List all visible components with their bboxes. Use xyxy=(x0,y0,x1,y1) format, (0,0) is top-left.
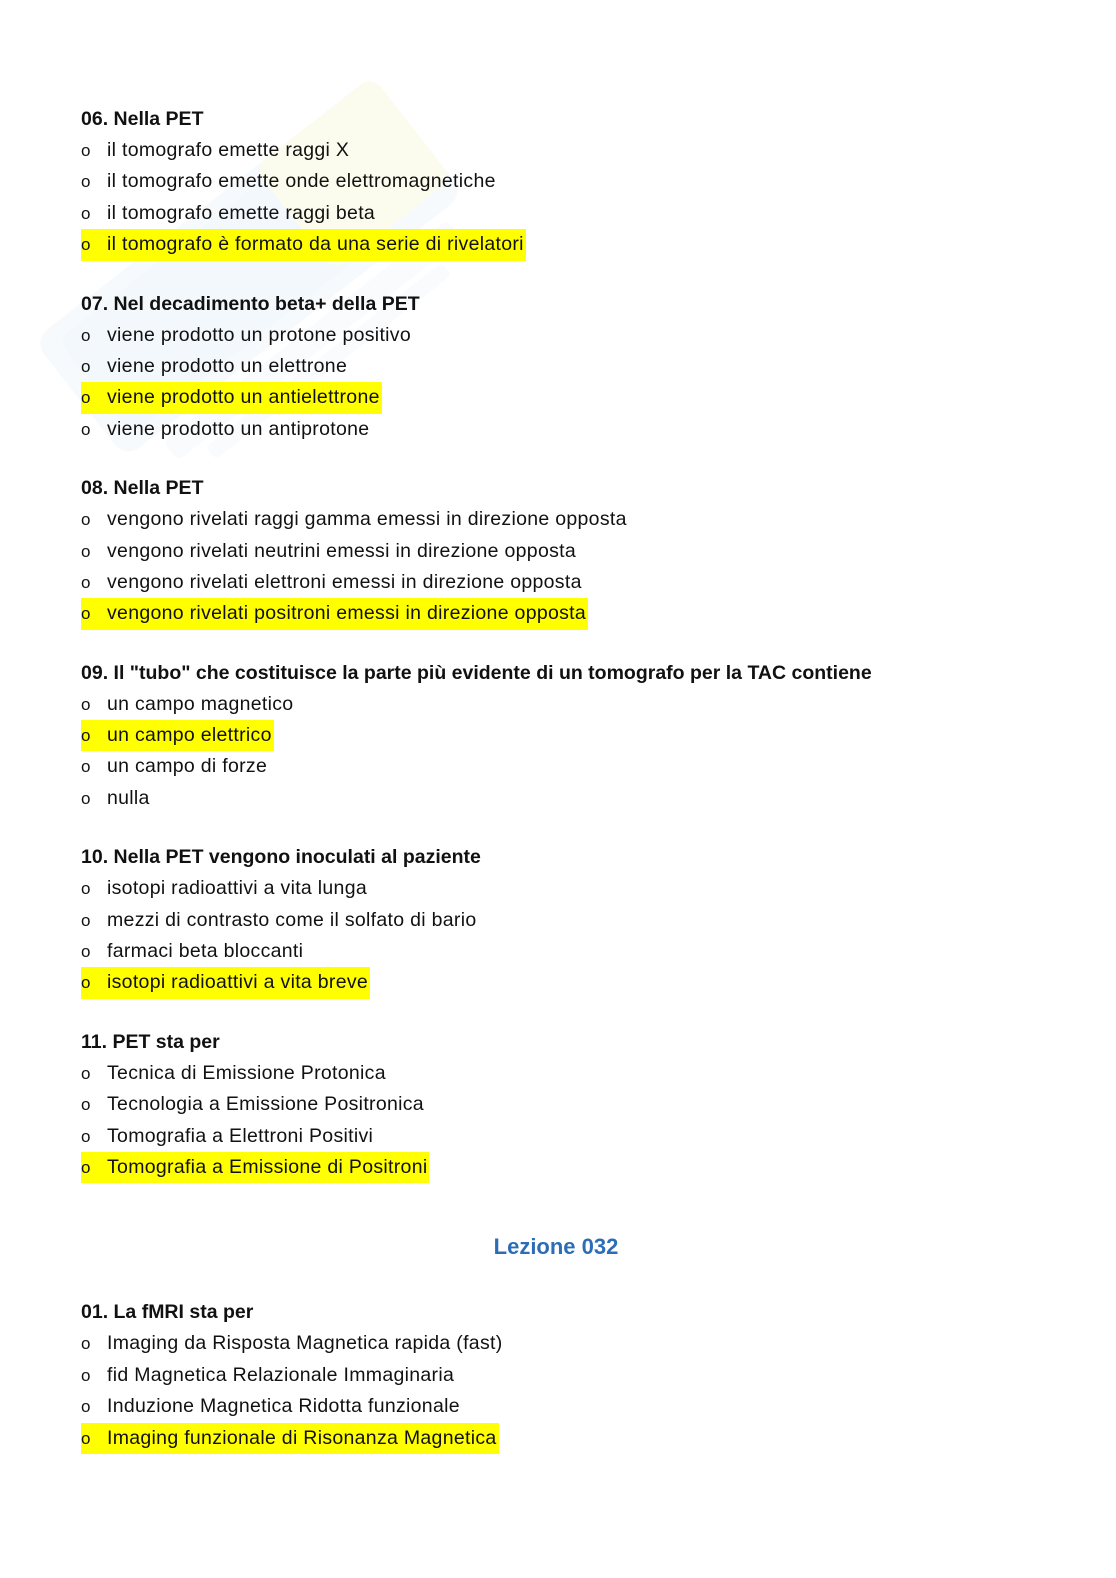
question xyxy=(81,104,1041,261)
bullet-icon: o xyxy=(81,910,91,930)
bullet-icon: o xyxy=(81,1126,91,1146)
bullet-icon: o xyxy=(81,757,91,777)
option-text: farmaci beta bloccanti xyxy=(107,940,304,963)
question-list-b xyxy=(81,1297,1041,1454)
option-highlight xyxy=(81,1328,505,1359)
option-highlight xyxy=(81,1423,499,1454)
option-highlight xyxy=(81,720,274,751)
option-highlight xyxy=(81,229,526,260)
option-text: isotopi radioattivi a vita breve xyxy=(107,971,369,994)
question xyxy=(81,842,1041,999)
bullet-icon: o xyxy=(81,1063,91,1083)
option-highlight xyxy=(81,320,413,351)
option-text: viene prodotto un elettrone xyxy=(107,354,348,377)
section-title: Lezione 032 xyxy=(493,1234,619,1260)
answer-option xyxy=(81,751,1041,782)
option-highlight xyxy=(81,1391,462,1422)
answer-option xyxy=(81,936,1041,967)
bullet-icon: o xyxy=(81,572,91,592)
bullet-icon: o xyxy=(81,419,91,439)
answer-option-correct xyxy=(81,720,1041,751)
bullet-icon: o xyxy=(81,1428,91,1448)
answer-option xyxy=(81,1121,1041,1152)
bullet-icon: o xyxy=(81,1095,91,1115)
answer-option-correct xyxy=(81,229,1041,260)
question-list-a xyxy=(81,104,1041,1183)
option-highlight xyxy=(81,905,478,936)
option-text: Tecnologia a Emissione Positronica xyxy=(107,1093,424,1116)
answer-option-correct xyxy=(81,967,1041,998)
option-text: Imaging da Risposta Magnetica rapida (fast) xyxy=(107,1332,503,1355)
answer-option xyxy=(81,198,1041,229)
option-highlight xyxy=(81,873,369,904)
option-text: un campo elettrico xyxy=(107,724,272,747)
answer-option xyxy=(81,1360,1041,1391)
question-title: 07. Nel decadimento beta+ della PET xyxy=(81,292,420,315)
option-text: vengono rivelati positroni emessi in direzione opposta xyxy=(107,602,587,625)
answer-option-correct xyxy=(81,382,1041,413)
option-highlight xyxy=(81,1152,429,1183)
bullet-icon: o xyxy=(81,235,91,255)
option-highlight xyxy=(81,598,588,629)
bullet-icon: o xyxy=(81,788,91,808)
bullet-icon: o xyxy=(81,1334,91,1354)
question-title: 11. PET sta per xyxy=(81,1030,220,1053)
option-highlight xyxy=(81,936,305,967)
answer-option xyxy=(81,504,1041,535)
question xyxy=(81,473,1041,630)
option-highlight xyxy=(81,536,578,567)
option-highlight xyxy=(81,783,152,814)
answer-option xyxy=(81,320,1041,351)
question xyxy=(81,1297,1041,1454)
option-highlight xyxy=(81,1058,388,1089)
question xyxy=(81,1027,1041,1184)
option-text: viene prodotto un protone positivo xyxy=(107,323,411,346)
bullet-icon: o xyxy=(81,172,91,192)
option-highlight xyxy=(81,135,351,166)
option-highlight xyxy=(81,198,377,229)
option-text: un campo di forze xyxy=(107,755,268,778)
option-highlight xyxy=(81,1089,426,1120)
bullet-icon: o xyxy=(81,1397,91,1417)
option-highlight xyxy=(81,967,370,998)
option-text: il tomografo emette raggi beta xyxy=(107,201,376,224)
answer-option xyxy=(81,689,1041,720)
option-text: il tomografo emette onde elettromagnetiche xyxy=(107,170,496,193)
option-text: vengono rivelati elettroni emessi in direzione opposta xyxy=(107,570,582,593)
bullet-icon: o xyxy=(81,325,91,345)
answer-option xyxy=(81,414,1041,445)
bullet-icon: o xyxy=(81,879,91,899)
option-text: Imaging funzionale di Risonanza Magnetica xyxy=(107,1426,497,1449)
option-text: Tomografia a Elettroni Positivi xyxy=(107,1124,374,1147)
answer-option xyxy=(81,567,1041,598)
option-highlight xyxy=(81,567,584,598)
option-text: viene prodotto un antiprotone xyxy=(107,417,370,440)
question-title: 01. La fMRI sta per xyxy=(81,1301,254,1324)
bullet-icon: o xyxy=(81,203,91,223)
bullet-icon: o xyxy=(81,1157,91,1177)
answer-option xyxy=(81,536,1041,567)
option-highlight xyxy=(81,504,629,535)
answer-option xyxy=(81,1328,1041,1359)
bullet-icon: o xyxy=(81,604,91,624)
option-text: il tomografo emette raggi X xyxy=(107,139,350,161)
question xyxy=(81,289,1041,446)
option-text: nulla xyxy=(107,786,150,809)
option-highlight xyxy=(81,751,269,782)
option-text: fid Magnetica Relazionale Immaginaria xyxy=(107,1363,455,1386)
option-highlight xyxy=(81,414,371,445)
option-text: il tomografo è formato da una serie di rivelatori xyxy=(107,233,524,256)
question-title: 09. Il "tubo" che costituisce la parte più evidente di un tomografo per la TAC contiene xyxy=(81,661,872,684)
answer-option xyxy=(81,905,1041,936)
question xyxy=(81,658,1041,815)
option-text: isotopi radioattivi a vita lunga xyxy=(107,877,367,900)
document-body xyxy=(81,104,1041,1482)
option-highlight xyxy=(81,351,349,382)
option-highlight xyxy=(81,689,295,720)
option-text: vengono rivelati neutrini emessi in direzione opposta xyxy=(107,539,576,562)
option-highlight xyxy=(81,1360,456,1391)
bullet-icon: o xyxy=(81,388,91,408)
option-text: vengono rivelati raggi gamma emessi in direzione opposta xyxy=(107,508,627,531)
option-text: Induzione Magnetica Ridotta funzionale xyxy=(107,1395,460,1418)
option-text: Tecnica di Emissione Protonica xyxy=(107,1061,386,1084)
answer-option xyxy=(81,135,1041,166)
option-text: Tomografia a Emissione di Positroni xyxy=(107,1155,428,1178)
option-text: un campo magnetico xyxy=(107,692,294,715)
answer-option-correct xyxy=(81,1423,1041,1454)
question-title: 10. Nella PET vengono inoculati al paziente xyxy=(81,846,481,869)
option-highlight xyxy=(81,382,382,413)
answer-option xyxy=(81,783,1041,814)
question-title: 08. Nella PET xyxy=(81,477,204,500)
bullet-icon: o xyxy=(81,942,91,962)
bullet-icon: o xyxy=(81,541,91,561)
answer-option-correct xyxy=(81,1152,1041,1183)
answer-option xyxy=(81,1391,1041,1422)
answer-option-correct xyxy=(81,598,1041,629)
bullet-icon: o xyxy=(81,694,91,714)
answer-option xyxy=(81,166,1041,197)
bullet-icon: o xyxy=(81,726,91,746)
question-title: 06. Nella PET xyxy=(81,108,204,130)
bullet-icon: o xyxy=(81,973,91,993)
bullet-icon: o xyxy=(81,356,91,376)
option-highlight xyxy=(81,1121,375,1152)
bullet-icon: o xyxy=(81,1365,91,1385)
answer-option xyxy=(81,1089,1041,1120)
answer-option xyxy=(81,351,1041,382)
bullet-icon: o xyxy=(81,510,91,530)
option-text: mezzi di contrasto come il solfato di bario xyxy=(107,908,477,931)
answer-option xyxy=(81,873,1041,904)
answer-option xyxy=(81,1058,1041,1089)
bullet-icon: o xyxy=(81,141,91,160)
option-text: viene prodotto un antielettrone xyxy=(107,386,380,409)
option-highlight xyxy=(81,166,498,197)
